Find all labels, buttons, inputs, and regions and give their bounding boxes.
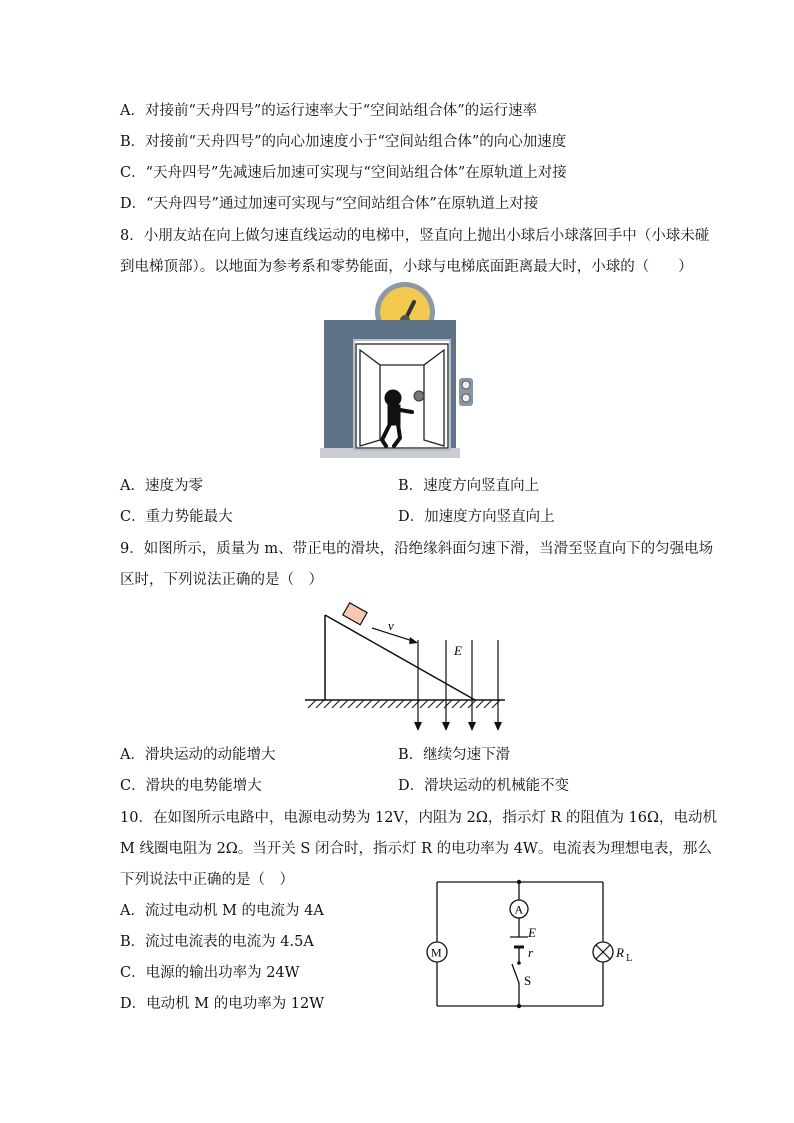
q10-option-c: C．电源的输出功率为 24W: [120, 965, 300, 981]
q7-option-c: C．“天舟四号”先减速后加速可实现与“空间站组合体”在原轨道上对接: [120, 165, 567, 181]
call-buttons-icon: [459, 378, 473, 406]
internal-resistance-label: r: [528, 945, 534, 960]
q8-option-b: B．速度方向竖直向上: [398, 478, 540, 494]
switch-icon: [512, 964, 519, 983]
incline-figure: [300, 600, 510, 730]
q8-stem-line1: 8．小朋友站在向上做匀速直线运动的电梯中，竖直向上抛出小球后小球落回手中（小球未碰: [120, 228, 710, 244]
q10-option-d: D．电动机 M 的电功率为 12W: [120, 996, 325, 1012]
q8-option-d: D．加速度方向竖直向上: [398, 509, 555, 525]
ammeter-label: A: [514, 902, 524, 917]
field-label: E: [454, 643, 462, 658]
q10-stem-line2: M 线圈电阻为 2Ω。当开关 S 闭合时，指示灯 R 的电功率为 4W。电流表为理想电表，那么: [120, 841, 712, 857]
q10-stem-line1: 10．在如图所示电路中，电源电动势为 12V，内阻为 2Ω，指示灯 R 的阻值为 16Ω，电动机: [120, 810, 718, 826]
q7-option-d: D．“天舟四号”通过加速可实现与“空间站组合体”在原轨道上对接: [120, 196, 539, 212]
velocity-label: v: [388, 618, 394, 633]
circuit-figure: [420, 875, 624, 1015]
motor-label: M: [431, 945, 442, 960]
switch-label: S: [524, 973, 532, 988]
q10-stem-line3: 下列说法中正确的是（ ）: [120, 872, 294, 888]
q9-option-c: C．滑块的电势能增大: [120, 778, 262, 794]
q7-option-a: A．对接前“天舟四号”的运行速率大于“空间站组合体”的运行速率: [120, 103, 538, 119]
lamp-label: R: [616, 945, 624, 960]
lamp-label-subscript: L: [626, 954, 632, 964]
emf-label: E: [528, 925, 536, 940]
q8-option-a: A．速度为零: [120, 478, 203, 494]
ball-icon: [414, 391, 424, 401]
q10-option-b: B．流过电流表的电流为 4.5A: [120, 934, 314, 950]
q9-stem-line2: 区时，下列说法正确的是（ ）: [120, 572, 323, 588]
q9-option-a: A．滑块运动的动能增大: [120, 747, 276, 763]
q7-option-b: B．对接前“天舟四号”的向心加速度小于“空间站组合体”的向心加速度: [120, 134, 567, 150]
q9-stem-line1: 9．如图所示，质量为 m、带正电的滑块，沿绝缘斜面匀速下滑，当滑至竖直向下的匀强电场: [120, 541, 714, 557]
q9-option-d: D．滑块运动的机械能不变: [398, 778, 570, 794]
slider-block: [343, 603, 367, 625]
elevator-figure: [320, 290, 460, 460]
q10-option-a: A．流过电动机 M 的电流为 4A: [120, 903, 324, 919]
q9-option-b: B．继续匀速下滑: [398, 747, 511, 763]
q8-stem-line2: 到电梯顶部）。以地面为参考系和零势能面，小球与电梯底面距离最大时，小球的（ ）: [120, 259, 693, 275]
q8-option-c: C．重力势能最大: [120, 509, 233, 525]
